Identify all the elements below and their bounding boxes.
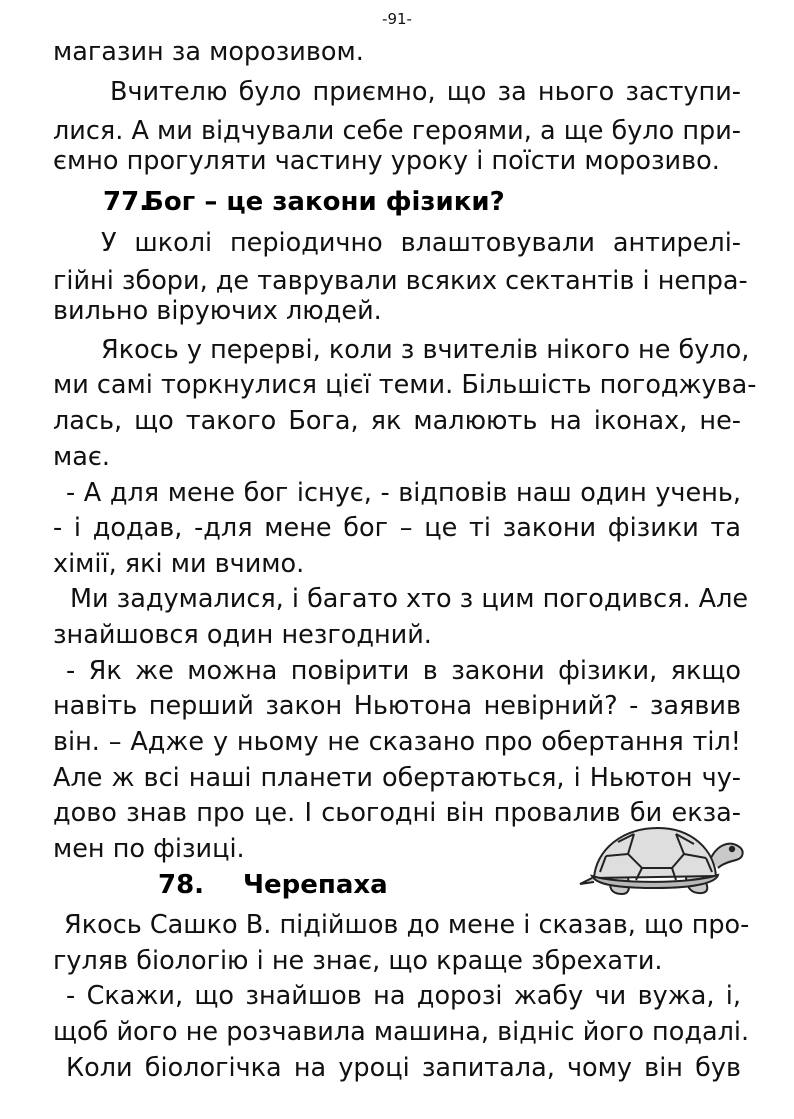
text-line: - і додав, -для мене бог – це ті закони фізики та [53,513,741,543]
text-line: гуляв біологію і не знає, що краще збрехати. [53,946,663,976]
page-number: -91- [382,10,412,28]
text-line: Але ж всі наші планети обертаються, і Ньютон чу- [53,763,741,793]
text-line: знайшовся один незгодний. [53,620,432,650]
text-line: лась, що такого Бога, як малюють на іконах, не- [53,406,741,436]
chapter-77-title: Бог – це закони фізики? [144,187,505,217]
text-line: він. – Адже у ньому не сказано про обертання тіл! [53,727,741,757]
chapter-78-title: Черепаха [243,870,388,900]
text-line: У школі періодично влаштовували антирелі- [101,228,741,258]
text-line: хімії, які ми вчимо. [53,549,305,579]
text-line: магазин за морозивом. [53,37,364,67]
text-line: - Скажи, що знайшов на дорозі жабу чи вужа, і, [66,981,741,1011]
text-line: Якось Сашко В. підійшов до мене і сказав, що про- [64,910,750,940]
text-line: Вчителю було приємно, що за нього заступи- [110,77,741,107]
text-line: Ми задумалися, і багато хто з цим погодився. Але [70,584,749,614]
text-line: має. [53,442,110,472]
text-line: мен по фізиці. [53,834,245,864]
text-line: вильно віруючих людей. [53,296,382,326]
text-line: ми самі торкнулися цієї теми. Більшість погоджува- [53,370,757,400]
chapter-78-number: 78. [158,870,205,900]
text-line: лися. А ми відчували себе героями, а ще було при- [53,116,741,146]
text-line: - Як же можна повірити в закони фізики, якщо [66,656,741,686]
text-line: Якось у перерві, коли з вчителів нікого не було, [101,335,750,365]
chapter-77-number: 77. [103,187,150,217]
text-line: дово знав про це. І сьогодні він провалив би екза- [53,798,741,828]
text-line: Коли біологічка на уроці запитала, чому він був [66,1053,741,1083]
text-line: ємно прогуляти частину уроку і поїсти морозиво. [53,146,720,176]
text-line: - А для мене бог існує, - відповів наш один учень, [66,478,741,508]
text-line: навіть перший закон Ньютона невірний? - заявив [53,691,741,721]
turtle-illustration [578,820,746,898]
text-line: щоб його не розчавила машина, відніс його подалі. [53,1017,750,1047]
text-line: гійні збори, де таврували всяких сектантів і непра- [53,266,748,296]
